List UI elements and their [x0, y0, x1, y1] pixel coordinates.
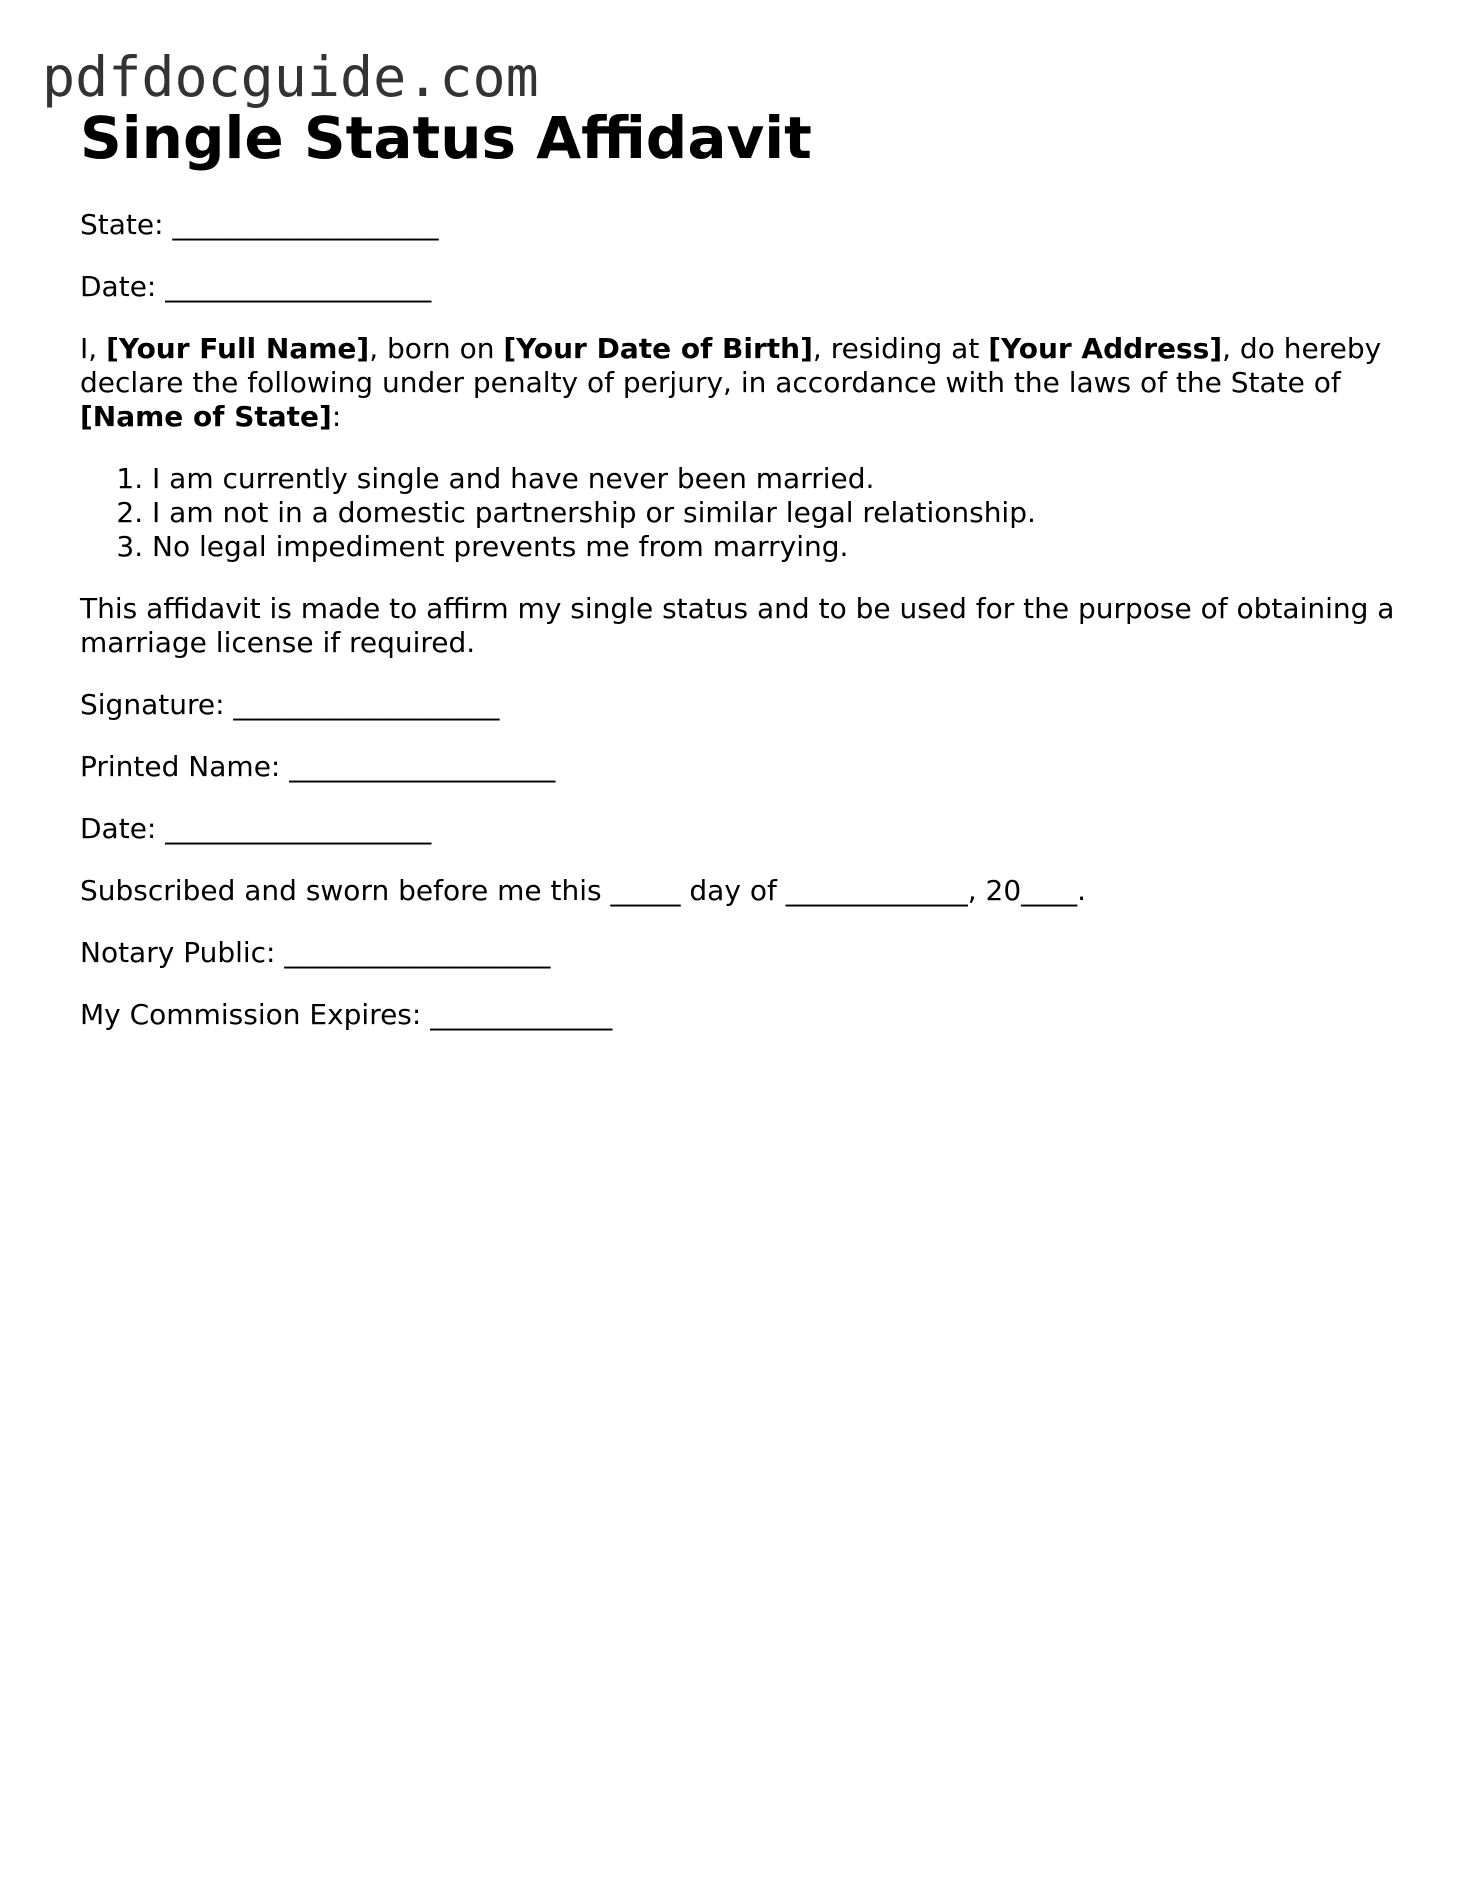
statement-list [80, 462, 1400, 564]
declaration-text-4: , do hereby declare the following under penalty of perjury, in accordance with the laws of the State of [80, 332, 1382, 399]
address-placeholder: [Your Address] [988, 332, 1223, 365]
declaration-paragraph [80, 332, 1400, 434]
declaration-text-5: : [331, 400, 342, 433]
declaration-text-1: I, [80, 332, 107, 365]
notary-field: Notary Public: ___________________ [80, 936, 551, 969]
watermark: pdfdocguide.com [42, 45, 539, 109]
purpose-paragraph: This affidavit is made to affirm my single status and to be used for the purpose of obtaining a marriage license if required. [80, 592, 1395, 659]
full-name-placeholder: [Your Full Name] [106, 332, 370, 365]
sworn-statement: Subscribed and sworn before me this _____ day of _____________, 20____. [80, 874, 1087, 907]
date-field-top: Date: ___________________ [80, 270, 432, 303]
commission-field: My Commission Expires: _____________ [80, 998, 613, 1031]
date-field-bottom: Date: ___________________ [80, 812, 432, 845]
state-name-placeholder: [Name of State] [80, 400, 332, 433]
state-field: State: ___________________ [80, 208, 439, 241]
document-title: Single Status Affidavit [80, 104, 812, 172]
list-item: 1. I am currently single and have never been married. [152, 462, 1400, 496]
document [80, 100, 1400, 1032]
printed-name-field: Printed Name: ___________________ [80, 750, 556, 783]
list-item: 3. No legal impediment prevents me from marrying. [152, 530, 1400, 564]
declaration-text-2: , born on [369, 332, 504, 365]
signature-field: Signature: ___________________ [80, 688, 500, 721]
declaration-text-3: , residing at [812, 332, 989, 365]
date-of-birth-placeholder: [Your Date of Birth] [503, 332, 813, 365]
list-item: 2. I am not in a domestic partnership or similar legal relationship. [152, 496, 1400, 530]
